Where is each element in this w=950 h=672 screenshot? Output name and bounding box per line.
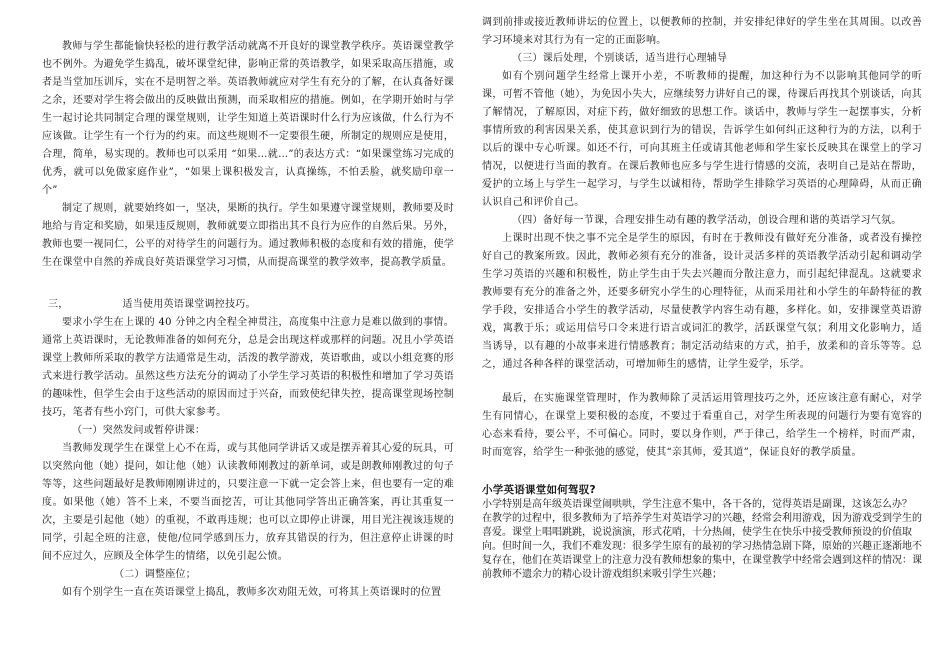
paragraph: 如有个别学生一直在英语课堂上捣乱，教师多次劝阻无效，可将其上英语课时的位置 [62, 587, 442, 598]
subsection-heading: （三）课后处理，个别谈话，适当进行心理辅导 [512, 53, 728, 64]
paragraph: 当教师发现学生在课堂上心不在焉，或与其他同学讲话又或是摆弄着其心爱的玩具，可以突然向他（她）提问，如让他（她）认读教师刚教过的新单词，或是朗教师刚教过的句子等等，这些问题最好是教师刚刚讲过的，只要注意一下就一定会答上来，但也要有一定的难度。如果他（她）答不上来，不要当面挖苦，可让其他同学答出正确答案，再让其重复一次，主要是引起他（她）的重视，不敢再违规；也可以立即停止讲课，用目光注视该违规的同学，引起全班的注意，使他/位同学感到压力，放弃其错误的行为，但注意停止讲课的时间不应过久，应顾及全体学生的情绪，以免引起公愤。 [42, 443, 454, 562]
paragraph: 上课时出现不快之事不完全是学生的原因，有时在于教师没有做好充分准备，或者没有操控好自己的教案所致。因此，教师必须有充分的准备，设计灵活多样的英语教学活动引起和调动学生学习英语的兴趣和积极性，防止学生由于失去兴趣而分散注意力，而引起纪律混乱。这就要求教师要有充分的准备之外，还要多研究小学生的心理特征，从而采用社和小学生的年龄特征的教学手段，安排适合小学生的教学活动，尽量使教学内容生动有趣，多样化。如，安排课堂英语游戏，寓教于乐；或运用信号口令来进行语言或词汇的教学，活跃课堂气氛；利用文化影响力，适当诱导，以有趣的小故事来进行情感教育；制定活动结束的方式，拍手，放柔和的音乐等等。总之，通过各种各样的课堂活动，可增加师生的感情，让学生爱学，乐学。 [482, 233, 922, 370]
section-heading-text: 适当使用英语课堂调控技巧。 [122, 299, 256, 310]
subsection-heading: （一）突然发问或暂停讲课： [72, 425, 206, 436]
paragraph: 最后，在实施课堂管理时，作为教师除了灵活运用管理技巧之外，还应该注意有耐心，对学生有同情心，在课堂上要积极的态度，不要过于看重自己，对学生所表现的问题行为要有宽容的心态来看待，要公平，不可偏心。同时，要以身作则，严于律己，给学生一个榜样，时而严肃，时而宽容，给学生一种张弛的感觉，使其“亲其师，爱其道”，保证良好的教学质量。 [482, 393, 922, 458]
section-heading [42, 296, 454, 314]
subsection-heading: （四）备好每一节课，合理安排生动有趣的教学活动，创设合理和谐的英语学习气氛。 [512, 215, 902, 226]
paragraph: 要求小学生在上课的 40 分钟之内全程全神贯注，高度集中注意力是难以做到的事情。通常上英语课时，无论教师准备的如何充分，总是会出现这样或那样的问题。况且小学英语课堂上教师所采取的教学方法通常是生动，活泼的教学游戏，英语歌曲，或以小组竞赛的形式来进行教学活动。虽然这些方法充分的调动了小学生学习英语的积极性和增加了学习英语的趣味性，但学生会由于这些活动的原因而过于兴奋，而致使纪律失控，提高课堂现场控制技巧，笔者有些小窍门，可供大家参考。 [42, 317, 454, 418]
paragraph: 在教学的过程中，很多教师为了培养学生对英语学习的兴趣，经常会利用游戏，因为游戏受到学生的喜爱。课堂上唱唱跳跳，说说演演，形式花哨，十分热闹，使学生在快乐中接受教师预设的价值取向。但时间一久，我们不难发现：很多学生原有的最初的学习热情急剧下降，原始的兴趣正逐渐地不复存在，他们在英语课堂上的注意力没有教师想象的集中，在课堂教学中经常会遇到这样的情况：课前教师不遗余力的精心设计游戏组织来吸引学生兴趣； [482, 513, 922, 580]
article-title: 小学英语课堂如何驾驭? [482, 484, 596, 496]
paragraph: 教师与学生都能愉快轻松的进行教学活动就离不开良好的课堂教学秩序。英语课堂教学也不例外。为避免学生捣乱，破坏课堂纪律，影响正常的英语教学，如果采取高压措施，或者是当堂加压训斥，实在不是明智之举。英语教师就应对学生有充分的了解，在认真备好课之余，还要对学生将会做出的反映做出预测，而采取相应的措施。例如，在学期开始时与学生一起讨论共同制定合理的课堂规则，让学生知道上英语课时什么行为应该做，什么行为不应该做。让学生有一个行为的约束。而这些规则不一定要很生硬，所制定的规则应是使用，合理，简单，易实现的。教师也可以采用 “如果…就…”的表达方式：“如果课堂练习完成的优秀，就可以免做家庭作业”，“如果上课积极发言，认真操练，不怕丢脸，就奖励印章一个” [42, 41, 454, 196]
paragraph: 小学特别是高年级英语课堂闹哄哄，学生注意不集中，各干各的，觉得英语是副课，这该怎么办？ [482, 499, 912, 510]
right-column [482, 14, 922, 582]
subsection-heading: （二）调整座位； [114, 569, 196, 580]
left-column [42, 38, 454, 602]
paragraph-spacer [482, 374, 922, 390]
paragraph: 如有个别问题学生经常上课开小差，不听教师的提醒，加这种行为不以影响其他同学的听课，可暂不管他（她），为免因小失大，应继续努力讲好自己的课，待课后再找其个别谈话，向其了解情况，了解原因，对症下药，做好细致的思想工作。谈话中，教师与学生一起摆事实，分析事情所致的利害因果关系，使其意识到行为的错误，告诉学生如何纠正这种行为的方法，以利于以后的课中专心听课。如还不行，可向其班主任或请其他老师和学生家长反映其在课堂上的学习情况，以便进行当面的教育。在课后教师也应多与学生进行情感的交流，表明自己是站在帮助，爱护的立场上与学生一起学习，与学生以诚相待，帮助学生排除学习英语的心理障碍，从而正确认识自己和评价自己。 [482, 71, 922, 208]
section-number: 三， [48, 299, 69, 310]
paragraph: 调到前排或接近教师讲坛的位置上，以便教师的控制，并安排纪律好的学生坐在其周围。以改善学习环境来对其行为有一定的正面影响。 [482, 17, 922, 46]
paragraph: 制定了规则，就要始终如一，坚决，果断的执行。学生如果遵守课堂规则，教师要及时地给与肯定和奖励，如果违反规则，教师就要立即指出其不良行为应作的自然后果。另外，教师也要一视同仁，公平的对待学生的问题行为。通过教师积极的态度和有效的措施，使学生在课堂中自然的养成良好英语课堂学习习惯，从而提高课堂的教学效率，提高教学质量。 [42, 203, 454, 268]
